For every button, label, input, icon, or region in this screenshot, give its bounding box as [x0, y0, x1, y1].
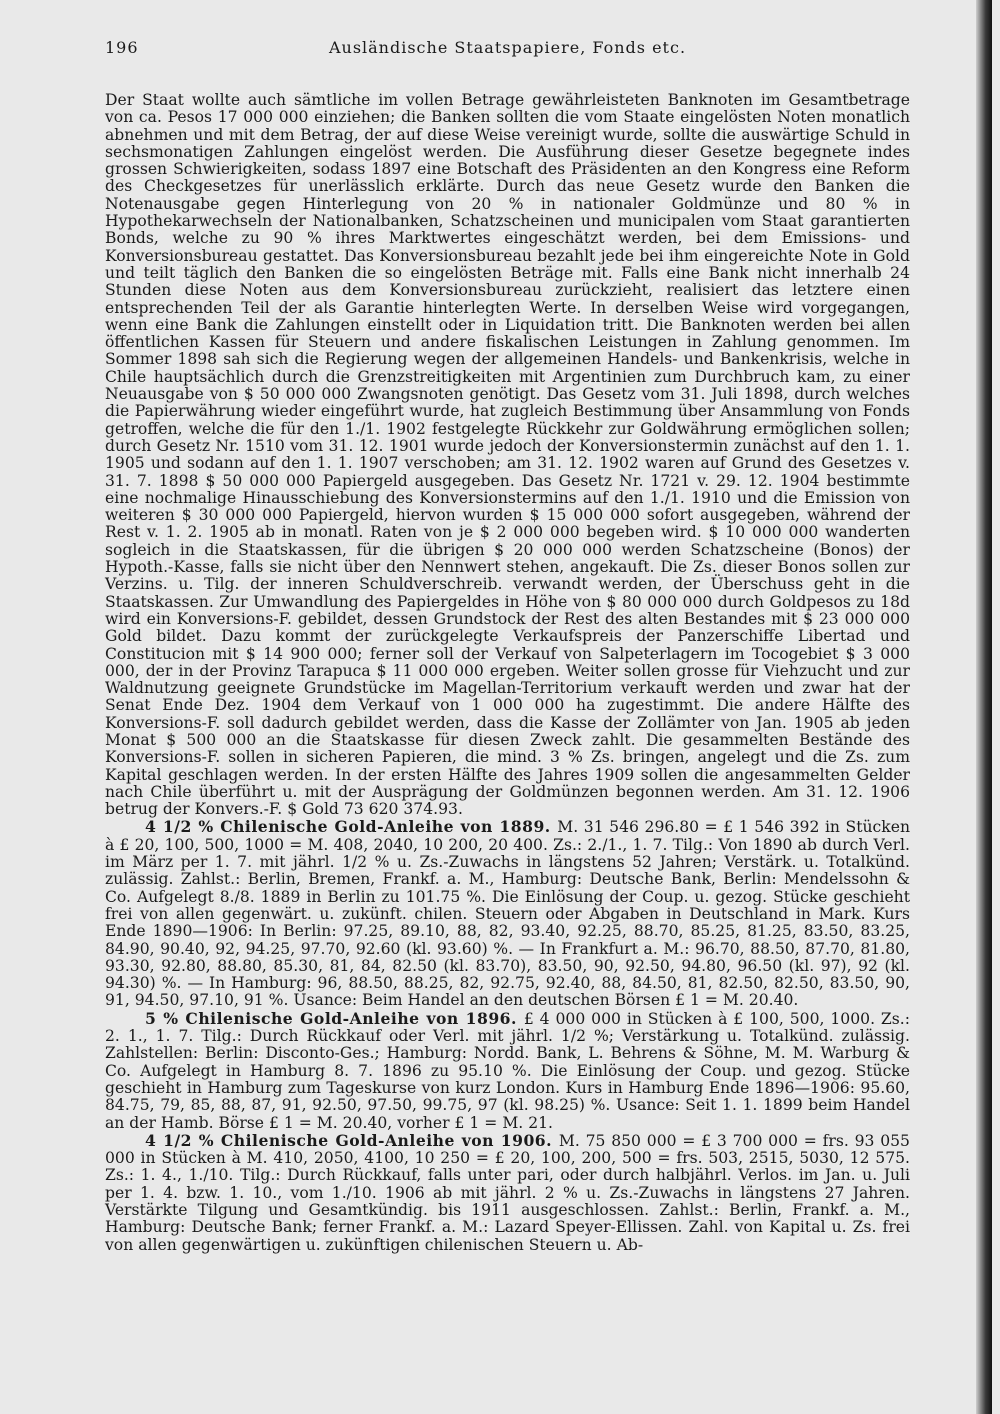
binding-edge: [976, 0, 992, 1414]
intro-paragraph: [105, 92, 910, 818]
bond-entry-1889: [105, 818, 910, 1009]
paragraph-text: Der Staat wollte auch sämtliche im vollen Betrage gewährleisteten Banknoten im Gesamtbetrage von ca. Pesos 17 000 000 einziehen; die Banken sollten die vom Staate eingelösten Noten monatlich abnehmen und mit dem Betrag, der auf diese Weise vereinigt wurde, sollte die auswärtige Schuld in sechsmonatigen Zahlungen eingelöst werden. Die Ausführung dieser Gesetze begegnete indes grossen Schwierigkeiten, sodass 1897 eine Botschaft des Präsidenten an den Kongress eine Reform des Checkgesetzes für unerlässlich erklärte. Durch das neue Gesetz wurde den Banken die Notenausgabe gegen Hinterlegung von 20 % in nationaler Goldmünze und 80 % in Hypothekarwechseln der Nationalbanken, Schatzscheinen und municipalen vom Staat garantierten Bonds, welche zu 90 % ihres Marktwertes eingeschätzt werden, bei dem Emissions- und Konversionsbureau gestattet. Das Konversionsbureau bezahlt jede bei ihm eingereichte Note in Gold und teilt täglich den Banken die so eingelösten Beträge mit. Falls eine Bank nicht innerhalb 24 Stunden diese Noten aus dem Konversionsbureau zurückzieht, realisiert das letztere einen entsprechenden Teil der als Garantie hinterlegten Werte. In derselben Weise wird vorgegangen, wenn eine Bank die Zahlungen einstellt oder in Liquidation tritt. Die Banknoten werden bei allen öffentlichen Kassen für Steuern und andere fiskalischen Leistungen in Zahlung genommen. Im Sommer 1898 sah sich die Regierung wegen der allgemeinen Handels- und Bankenkrisis, welche in Chile hauptsächlich durch die Grenzstreitigkeiten mit Argentinien zum Durchbruch kam, zu einer Neuausgabe von $ 50 000 000 Zwangsnoten genötigt. Das Gesetz vom 31. Juli 1898, durch welches die Papierwährung wieder eingeführt wurde, hat zugleich Bestimmung über Ansammlung von Fonds getroffen, welche die für den 1./1. 1902 festgelegte Rückkehr zur Goldwährung ermöglichen sollen; durch Gesetz Nr. 1510 vom 31. 12. 1901 wurde jedoch der Konversionstermin zunächst auf den 1. 1. 1905 und sodann auf den 1. 1. 1907 verschoben; am 31. 12. 1902 waren auf Grund des Gesetzes v. 31. 7. 1898 $ 50 000 000 Papiergeld ausgegeben. Das Gesetz Nr. 1721 v. 29. 12. 1904 bestimmte eine nochmalige Hinausschiebung des Konversionstermins auf den 1./1. 1910 und die Emission von weiteren $ 30 000 000 Papiergeld, hiervon wurden $ 15 000 000 sofort ausgegeben, während der Rest v. 1. 2. 1905 ab in monatl. Raten von je $ 2 000 000 begeben wird. $ 10 000 000 wanderten sogleich in die Staatskassen, für die übrigen $ 20 000 000 werden Schatzscheine (Bonos) der Hypoth.-Kasse, falls sie nicht über den Nennwert stehen, angekauft. Die Zs. dieser Bonos sollen zur Verzins. u. Tilg. der inneren Schuldverschreib. verwandt werden, der Überschuss geht in die Staatskassen. Zur Umwandlung des Papiergeldes in Höhe von $ 80 000 000 durch Goldpesos zu 18d wird ein Konversions-F. gebildet, dessen Grundstock der Rest des alten Bestandes mit $ 23 000 000 Gold bildet. Dazu kommt der zurückgelegte Verkaufspreis der Panzerschiffe Libertad und Constitucion mit $ 14 900 000; ferner soll der Verkauf von Salpeterlagern im Tocogebiet $ 3 000 000, der in der Provinz Tarapuca $ 11 000 000 ergeben. Weiter sollen grosse für Viehzucht und zur Waldnutzung geeignete Grundstücke im Magellan-Territorium verkauft werden und zwar hat der Senat Ende Dez. 1904 dem Verkauf von 1 000 000 ha zugestimmt. Die andere Hälfte des Konversions-F. soll dadurch gebildet werden, dass die Kasse der Zollämter von Jan. 1905 ab jeden Monat $ 500 000 an die Staatskasse für diesen Zweck zahlt. Die gesammelten Bestände des Konversions-F. sollen in sicheren Papieren, die mind. 3 % Zs. bringen, angelegt und die Zs. zum Kapital geschlagen werden. In der ersten Hälfte des Jahres 1909 sollen die angesammelten Gelder nach Chile überführt u. mit der Ausprägung der Goldmünzen begonnen werden. Am 31. 12. 1906 betrug der Konvers.-F. $ Gold 73 620 374.93.: [105, 91, 910, 819]
bond-text: £ 4 000 000 in Stücken à £ 100, 500, 1000. Zs.: 2. 1., 1. 7. Tilg.: Durch Rückkauf oder Verl. mit jährl. 1/2 %; Verstärkung u. Totalkünd. zulässig. Zahlstellen: Berlin: Disconto-Ges.; Hamburg: Nordd. Bank, L. Behrens & Söhne, M. M. Warburg & Co. Aufgelegt in Hamburg 8. 7. 1896 zu 95.10 %. Die Einlösung der Coup. und gezog. Stücke geschieht in Hamburg zum Tageskurse von kurz London. Kurs in Hamburg Ende 1896—1906: 95.60, 84.75, 79, 85, 88, 87, 91, 92.50, 97.50, 99.75, 97 (kl. 98.25) %. Usance: Seit 1. 1. 1899 beim Handel an der Hamb. Börse £ 1 = M. 20.40, vorher £ 1 = M. 21.: [105, 1009, 910, 1132]
body-text: [105, 92, 910, 1254]
bond-entry-1906: [105, 1132, 910, 1254]
running-title: Ausländische Staatspapiere, Fonds etc.: [328, 38, 687, 57]
page-header: [105, 38, 910, 62]
bond-entry-1896: [105, 1010, 910, 1132]
bond-text: M. 75 850 000 = £ 3 700 000 = frs. 93 055 000 in Stücken à M. 410, 2050, 4100, 10 250 = £ 20, 100, 200, 500 = frs. 503, 2515, 5030, 12 575. Zs.: 1. 4., 1./10. Tilg.: Durch Rückkauf, falls unter pari, oder durch halbjährl. Verlos. im Jan. u. Juli per 1. 4. bzw. 1. 10., vom 1./10. 1906 ab mit jährl. 2 % u. Zs.-Zuwachs in längstens 27 Jahren. Verstärkte Tilgung und Gesamtkündig. bis 1911 ausgeschlossen. Zahlst.: Berlin, Frankf. a. M., Hamburg: Deutsche Bank; ferner Frankf. a. M.: Lazard Speyer-Ellissen. Zahl. von Kapital u. Zs. frei von allen gegenwärtigen u. zukünftigen chilenischen Steuern u. Ab-: [105, 1131, 910, 1254]
bond-heading: 5 % Chilenische Gold-Anleihe von 1896.: [145, 1008, 524, 1028]
page-number: 196: [105, 38, 139, 57]
bond-heading: 4 1/2 % Chilenische Gold-Anleihe von 1906.: [145, 1130, 559, 1150]
bond-heading: 4 1/2 % Chilenische Gold-Anleihe von 1889.: [145, 817, 558, 837]
bond-text: M. 31 546 296.80 = £ 1 546 392 in Stücken à £ 20, 100, 500, 1000 = M. 408, 2040, 10 200, 20 400. Zs.: 2./1., 1. 7. Tilg.: Von 1890 ab durch Verl. im März per 1. 7. mit jährl. 1/2 % u. Zs.-Zuwachs in längstens 52 Jahren; Verstärk. u. Totalkünd. zulässig. Zahlst.: Berlin, Bremen, Frankf. a. M., Hamburg: Deutsche Bank, Berlin: Mendelssohn & Co. Aufgelegt 8./8. 1889 in Berlin zu 101.75 %. Die Einlösung der Coup. u. gezog. Stücke geschieht frei von allen gegenwärt. u. zukünft. chilen. Steuern oder Abgaben in Deutschland in Mark. Kurs Ende 1890—1906: In Berlin: 97.25, 89.10, 88, 82, 93.40, 92.25, 88.70, 85.25, 81.25, 83.50, 83.25, 84.90, 90.40, 92, 94.25, 97.70, 92.60 (kl. 93.60) %. — In Frankfurt a. M.: 96.70, 88.50, 87.70, 81.80, 93.30, 92.80, 88.80, 85.30, 81, 84, 82.50 (kl. 83.70), 83.50, 90, 92.50, 94.80, 96.50 (kl. 97), 92 (kl. 94.30) %. — In Hamburg: 96, 88.50, 88.25, 82, 92.75, 92.40, 88, 84.50, 81, 82.50, 82.50, 83.50, 90, 91, 94.50, 97.10, 91 %. Usance: Beim Handel an den deutschen Börsen £ 1 = M. 20.40.: [105, 818, 910, 1010]
